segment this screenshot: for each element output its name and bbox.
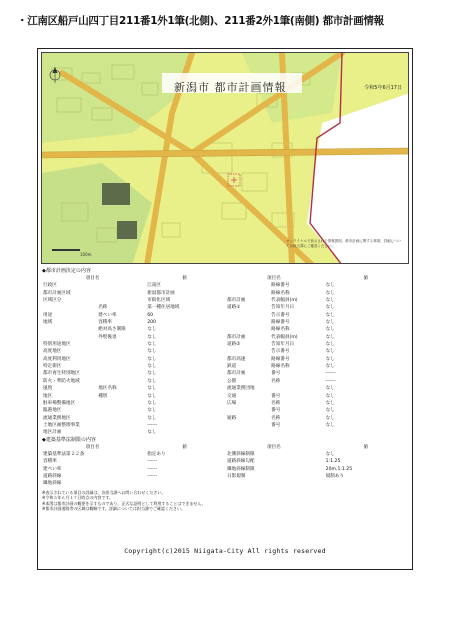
cell-label	[97, 370, 143, 377]
cell-label: 告示番号	[271, 349, 290, 355]
column-header-item: 項目名	[85, 276, 100, 281]
cell-label: 建ぺい率	[98, 312, 117, 318]
cell-value: なし	[325, 334, 335, 340]
cell-label: 告示番号	[271, 312, 290, 318]
cell-label: 都市計画	[227, 334, 246, 340]
cell-label: 北側斜線制限	[227, 451, 255, 457]
cell-label: 名称	[98, 305, 108, 311]
table-row	[226, 385, 410, 392]
cell-value: なし	[147, 349, 157, 355]
cell-label: 高度地区	[43, 349, 62, 355]
cell-label: 路線番号	[271, 320, 290, 326]
column-header-value: 値	[182, 444, 187, 450]
table-row	[226, 348, 410, 355]
cell-label: 都市計画	[227, 298, 246, 304]
table-row	[42, 407, 226, 414]
cell-label	[226, 290, 270, 297]
cell-label: 区域区分	[43, 298, 62, 304]
cell-label: 用途	[43, 312, 53, 318]
cell-label: 路線名称	[271, 327, 290, 333]
cell-value: 市街化区域	[147, 298, 171, 304]
cell-value: なし	[325, 356, 335, 362]
cell-value: なし	[325, 342, 335, 348]
cell-value: なし	[325, 283, 335, 289]
cell-value: なし	[325, 298, 335, 304]
cell-label: 名称	[271, 378, 281, 384]
column-header-item: 項目名	[266, 444, 281, 450]
cell-value: なし	[147, 393, 157, 399]
cell-value: なし	[147, 430, 157, 436]
cell-value: なし	[147, 327, 157, 333]
cell-label: 日影規制	[227, 473, 246, 479]
cell-label: 防火・準防火地域	[43, 378, 80, 384]
cell-label: 番号	[271, 408, 281, 414]
cell-label: 駐車場整備地区	[43, 400, 76, 406]
cell-label: 番号	[271, 422, 281, 428]
cell-label	[97, 341, 143, 348]
cell-value: 指定あり	[147, 451, 166, 457]
table-row	[42, 400, 226, 407]
cell-value: なし	[325, 415, 335, 421]
cell-value: なし	[325, 320, 335, 326]
cell-value: 200	[147, 320, 156, 326]
cell-value: 1:1.25	[325, 459, 341, 465]
cell-label	[42, 326, 97, 333]
cell-label: 番号	[271, 393, 281, 399]
cell-label: 絶対高さ制限	[98, 327, 126, 333]
table-row	[226, 466, 410, 473]
cell-label: 流通業務団地	[227, 386, 255, 392]
cell-label: 臨港地区	[43, 408, 62, 414]
cell-label	[97, 363, 143, 370]
table-row	[226, 393, 410, 400]
cell-label: 種別	[98, 393, 108, 399]
table-row	[226, 407, 410, 414]
cell-label: 地域	[43, 320, 53, 326]
cell-value: 20m,1:1.25	[325, 466, 353, 472]
table-row	[226, 326, 410, 333]
city-planning-map	[41, 52, 409, 264]
table-row	[42, 334, 226, 341]
cell-value: なし	[147, 371, 157, 377]
cell-label: 公園	[227, 378, 237, 384]
cell-label: 風致	[43, 386, 53, 392]
column-header-value: 値	[363, 276, 369, 281]
cell-label: 代表幅員(m)	[271, 334, 298, 340]
cell-label: 代表幅員(m)	[271, 298, 298, 304]
notes	[42, 490, 410, 512]
table-row	[42, 312, 226, 319]
cell-label: 高度利用地区	[43, 356, 71, 362]
cell-label: 道路①	[227, 305, 241, 311]
table-row	[226, 378, 410, 385]
map-title: 新潟市 都市計画情報	[174, 81, 287, 94]
cell-label	[226, 348, 270, 355]
cell-label	[226, 326, 270, 333]
column-header-item: 項目名	[266, 276, 281, 281]
cell-label	[97, 297, 143, 304]
cell-label: 路線名称	[271, 364, 290, 370]
cell-label	[226, 407, 270, 414]
scale-label: 100m	[80, 252, 92, 257]
cell-label	[97, 348, 143, 355]
section-title-planning: ◆都市計画決定の内容	[42, 268, 91, 274]
table-header	[42, 444, 226, 451]
table-row	[226, 312, 410, 319]
table-row	[226, 458, 410, 465]
cell-label: 道路②	[227, 342, 241, 348]
cell-value	[143, 480, 226, 487]
table-row	[226, 400, 410, 407]
cell-value: 規制あり	[325, 473, 345, 479]
cell-value: なし	[325, 451, 335, 457]
cell-label: 隣地斜線制限	[227, 466, 255, 472]
cell-value: 60	[147, 312, 154, 318]
copyright: Copyright(c)2015 Niigata-City All rights reserved	[124, 547, 326, 555]
table-row	[42, 429, 226, 436]
cell-label: 道路斜線勾配	[227, 459, 255, 465]
table-row	[42, 282, 226, 289]
cell-label: 路線名称	[271, 290, 290, 296]
table-row	[42, 326, 226, 333]
cell-value: なし	[147, 356, 157, 362]
table-row	[226, 422, 410, 429]
cell-value: なし	[147, 415, 157, 421]
cell-label: 特別用途地区	[43, 342, 71, 348]
cell-label: 名称	[271, 415, 281, 421]
table-row	[42, 458, 226, 465]
planning-table-left	[42, 275, 226, 437]
cell-label: 交通	[227, 393, 237, 399]
cell-label	[270, 385, 322, 392]
cell-value: 江南区	[147, 283, 161, 289]
note-line: ※本図は都市計画の概要を示すものであり、正式な証明として利用することはできません。	[42, 500, 206, 506]
column-header-value: 値	[182, 276, 187, 281]
cell-value: なし	[147, 364, 157, 370]
table-header	[226, 444, 410, 451]
building-table-right	[226, 444, 410, 488]
cell-label	[97, 400, 143, 407]
table-row	[226, 304, 410, 311]
cell-label: 告知年月日	[271, 305, 295, 311]
table-row	[42, 415, 226, 422]
cell-value: なし	[325, 290, 335, 296]
cell-label: 通路	[227, 415, 237, 421]
table-row	[226, 356, 410, 363]
cell-value: ------	[325, 371, 336, 377]
cell-label: 番号	[271, 371, 281, 377]
cell-label: 路線番号	[271, 283, 290, 289]
cell-label: 名称	[271, 400, 281, 406]
cell-label	[97, 429, 143, 436]
section-title-building: ◆建築基準法制限の内容	[42, 436, 96, 443]
table-row	[226, 473, 410, 480]
table-row	[226, 341, 410, 348]
cell-label: 建ぺい率	[43, 466, 62, 472]
table-row	[42, 304, 226, 311]
page-heading: ・江南区船戸山四丁目211番1外1筆(北側)、211番2外1筆(南側) 都市計画情報	[17, 15, 384, 27]
cell-value: ------	[147, 473, 158, 479]
table-row	[42, 319, 226, 326]
cell-label: 流通業務地区	[43, 415, 71, 421]
table-row	[226, 334, 410, 341]
table-row	[42, 290, 226, 297]
cell-value: 新潟都市計画	[147, 290, 175, 296]
cell-label	[226, 312, 270, 319]
cell-value: ------	[147, 459, 158, 465]
cell-value: なし	[147, 334, 157, 340]
cell-value: なし	[147, 342, 157, 348]
table-row	[226, 370, 410, 377]
cell-label: 路線番号	[271, 356, 290, 362]
cell-value: なし	[325, 305, 335, 311]
cell-value: なし	[325, 386, 335, 392]
cell-label: 容積率	[43, 459, 57, 465]
cell-value: なし	[325, 364, 335, 370]
table-row	[42, 422, 226, 429]
cell-label	[97, 356, 143, 363]
cell-label	[42, 334, 97, 341]
cell-label: 地区計画	[43, 430, 62, 436]
table-row	[42, 370, 226, 377]
table-row	[226, 319, 410, 326]
cell-label: 都市計画区域	[43, 290, 71, 296]
table-row	[42, 356, 226, 363]
map-note: オンライナルで表示された情報図面、都市計画に関する事項、詳細については担当課にご確認ください。	[286, 239, 402, 248]
table-row	[42, 480, 226, 487]
table-row	[42, 393, 226, 400]
table-row	[42, 385, 226, 392]
cell-value: なし	[147, 386, 157, 392]
planning-tables	[42, 268, 410, 512]
cell-value: なし	[325, 349, 335, 355]
building-table-left	[42, 444, 226, 488]
column-header-value: 値	[363, 444, 369, 450]
table-row	[226, 297, 410, 304]
table-row	[42, 363, 226, 370]
cell-label: 隣地斜線	[43, 481, 62, 487]
cell-value: ------	[147, 422, 158, 428]
cell-value: なし	[147, 378, 157, 384]
cell-label	[97, 422, 143, 429]
cell-label	[97, 282, 143, 289]
cell-label	[226, 282, 270, 289]
cell-label: 外壁後退	[98, 334, 117, 340]
table-row	[42, 348, 226, 355]
cell-value: ------	[325, 378, 336, 384]
cell-label	[226, 319, 270, 326]
table-row	[42, 341, 226, 348]
cell-label: 都市計画	[227, 371, 246, 377]
cell-label: 道路斜線	[43, 473, 62, 479]
cell-label	[226, 422, 270, 429]
cell-label: 行政区	[43, 283, 57, 289]
table-row	[42, 451, 226, 458]
cell-value: なし	[147, 408, 157, 414]
cell-value: なし	[325, 312, 335, 318]
cell-value: なし	[147, 400, 157, 406]
cell-value: なし	[325, 400, 335, 406]
table-row	[226, 451, 410, 458]
cell-label: 都市高速	[227, 356, 246, 362]
cell-value: なし	[325, 393, 335, 399]
table-header	[42, 275, 226, 282]
column-header-item: 項目名	[85, 444, 100, 450]
map-date: 令和5年6月17日	[364, 85, 402, 91]
cell-label	[97, 290, 143, 297]
cell-value: なし	[325, 327, 335, 333]
note-line: ※都市計画道路等の区域は概略です。詳細については担当課でご確認ください。	[42, 506, 185, 512]
cell-value: なし	[325, 408, 335, 414]
cell-label: 特定街区	[43, 364, 62, 370]
planning-table-right	[226, 275, 410, 437]
cell-label: 広場	[227, 400, 237, 406]
table-row	[42, 473, 226, 480]
cell-label	[97, 415, 143, 422]
cell-label: 地区	[43, 393, 53, 399]
table-row	[42, 297, 226, 304]
table-row	[226, 290, 410, 297]
table-row	[226, 282, 410, 289]
cell-label: 告知年月日	[271, 342, 295, 348]
cell-value: ------	[147, 466, 158, 472]
cell-value: 第一種住居地域	[147, 305, 180, 311]
cell-value: なし	[325, 422, 335, 428]
table-header	[226, 275, 410, 282]
cell-label: 都市再生特別地区	[43, 371, 80, 377]
table-row	[226, 415, 410, 422]
note-line: ※表示されている項目の詳細は、各担当課へお問い合わせください。	[42, 489, 166, 495]
table-row	[42, 378, 226, 385]
cell-label	[97, 407, 143, 414]
cell-label: 建築基準法第２２条	[43, 451, 85, 457]
cell-label	[97, 378, 143, 385]
cell-label: 容積率	[98, 320, 112, 326]
document-sheet	[37, 48, 413, 570]
note-line: ※令和５年６月１７日時点の内容です。	[42, 495, 114, 501]
table-row	[42, 466, 226, 473]
cell-label: 鉄道	[227, 364, 237, 370]
cell-label	[42, 304, 97, 311]
cell-label: 土地区画整理事業	[43, 422, 80, 428]
cell-label: 地区名称	[98, 386, 117, 392]
table-row	[226, 363, 410, 370]
